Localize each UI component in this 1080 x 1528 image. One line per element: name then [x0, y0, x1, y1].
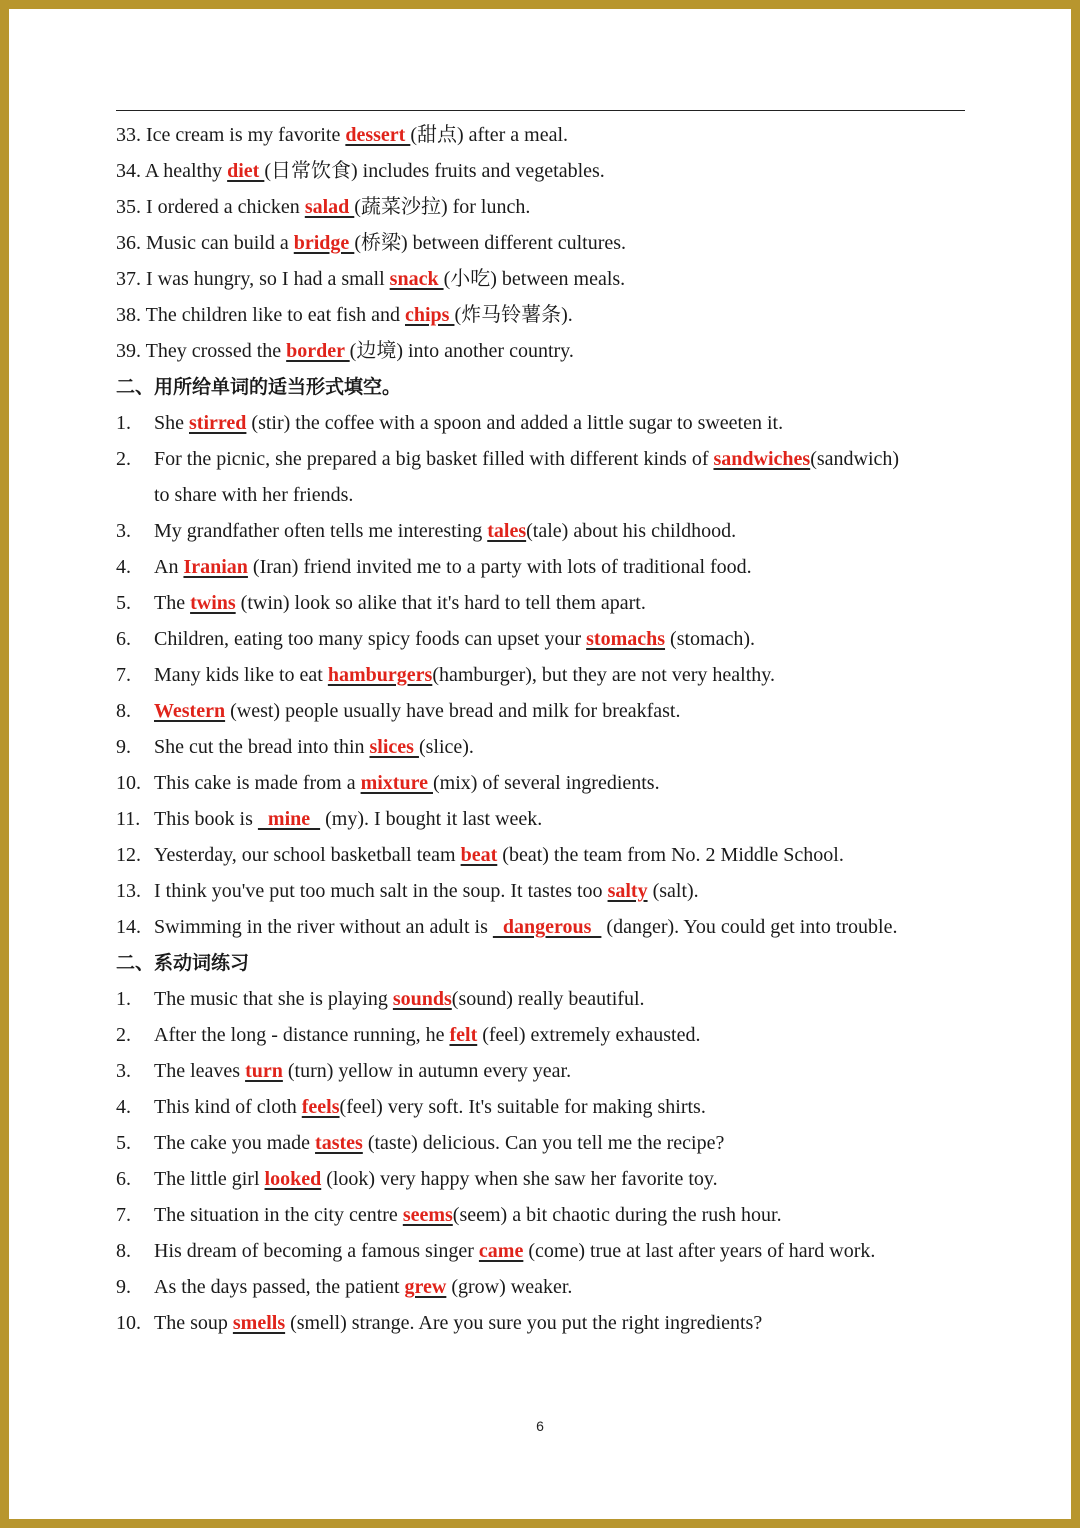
- word-form-item: [116, 729, 976, 765]
- item-text-after: (炸马铃薯条).: [454, 304, 573, 326]
- item-sentence: [154, 405, 783, 441]
- vocab-item: [116, 261, 976, 297]
- item-number: 1.: [116, 412, 131, 434]
- item-number: 11.: [116, 808, 141, 830]
- item-number: 9.: [116, 736, 131, 758]
- item-text-before: The: [154, 592, 191, 614]
- item-sentence: [154, 837, 844, 873]
- item-text-before: Ice cream is my favorite: [146, 124, 346, 146]
- worksheet-content: [116, 117, 976, 1341]
- item-text-after: (grow) weaker.: [446, 1276, 573, 1298]
- item-number: 1.: [116, 988, 131, 1010]
- word-form-item: [116, 909, 976, 945]
- item-text-before: The little girl: [154, 1168, 265, 1190]
- item-sentence: [154, 1161, 718, 1197]
- item-sentence: [154, 981, 645, 1017]
- item-sentence: [154, 1197, 782, 1233]
- item-text-after: (feel) very soft. It's suitable for making shirts.: [339, 1096, 706, 1118]
- answer-word: stirred: [189, 412, 247, 434]
- item-sentence: [154, 1089, 706, 1125]
- vocab-item: [116, 225, 976, 261]
- item-number: 5.: [116, 592, 131, 614]
- item-text-after: (salt).: [647, 880, 699, 902]
- answer-word: bridge: [293, 232, 355, 254]
- item-text-after: (日常饮食) includes fruits and vegetables.: [264, 160, 605, 182]
- vocab-item: [116, 297, 976, 333]
- item-text-before: After the long - distance running, he: [154, 1024, 450, 1046]
- item-text-after: (hamburger), but they are not very healthy.: [432, 664, 775, 686]
- item-sentence: [154, 549, 752, 585]
- item-text-after: (小吃) between meals.: [443, 268, 626, 290]
- answer-word: looked: [264, 1168, 322, 1190]
- item-number: 38.: [116, 304, 141, 326]
- item-text-after: (sandwich): [810, 448, 900, 470]
- item-sentence: [154, 909, 897, 945]
- vocab-item: [116, 153, 976, 189]
- item-sentence: [154, 1053, 571, 1089]
- item-number: 8.: [116, 1240, 131, 1262]
- item-text-after: (beat) the team from No. 2 Middle School.: [497, 844, 844, 866]
- item-number: 3.: [116, 520, 131, 542]
- item-sentence: [154, 765, 660, 801]
- item-sentence: [154, 801, 542, 837]
- item-text-after: (taste) delicious. Can you tell me the recipe?: [362, 1132, 725, 1154]
- item-text-after: (slice).: [418, 736, 474, 758]
- vocab-item: [116, 117, 976, 153]
- answer-word: Western: [154, 700, 226, 722]
- answer-word: dessert: [345, 124, 411, 146]
- item-text-before: The leaves: [154, 1060, 246, 1082]
- item-text-before: I was hungry, so I had a small: [146, 268, 390, 290]
- item-number: 10.: [116, 772, 141, 794]
- item-text-after: (twin) look so alike that it's hard to tell them apart.: [235, 592, 646, 614]
- answer-word: tastes: [315, 1132, 363, 1154]
- item-number: 6.: [116, 1168, 131, 1190]
- word-form-item: [116, 693, 976, 729]
- answer-word: diet: [227, 160, 265, 182]
- item-text-before: My grandfather often tells me interesting: [154, 520, 488, 542]
- answer-word: dangerous: [492, 916, 602, 938]
- item-sentence: [154, 693, 680, 729]
- answer-word: chips: [405, 304, 455, 326]
- item-text-after: (feel) extremely exhausted.: [477, 1024, 701, 1046]
- item-text-before: His dream of becoming a famous singer: [154, 1240, 479, 1262]
- word-forms-section: [116, 405, 976, 945]
- section-heading-linking-verbs: 二、系动词练习: [116, 952, 250, 974]
- item-text-after: (桥梁) between different cultures.: [354, 232, 627, 254]
- answer-word: mixture: [360, 772, 433, 794]
- answer-word: beat: [460, 844, 498, 866]
- item-number: 13.: [116, 880, 141, 902]
- word-form-item: [116, 765, 976, 801]
- item-text-after: (tale) about his childhood.: [526, 520, 737, 542]
- item-sentence: [154, 621, 755, 657]
- item-text-before: I think you've put too much salt in the soup. It tastes too: [154, 880, 608, 902]
- item-sentence: [154, 1305, 762, 1341]
- item-sentence: [154, 1017, 700, 1053]
- item-sentence: [154, 873, 699, 909]
- answer-word: sounds: [392, 988, 452, 1010]
- item-text-after: (smell) strange. Are you sure you put the right ingredients?: [285, 1312, 763, 1334]
- word-form-item: [116, 657, 976, 693]
- linking-verb-item: [116, 1269, 976, 1305]
- item-text-before: The children like to eat fish and: [145, 304, 405, 326]
- item-sentence: [154, 657, 775, 693]
- answer-word: slices: [369, 736, 419, 758]
- item-text-before: As the days passed, the patient: [154, 1276, 405, 1298]
- item-text-before: Swimming in the river without an adult is: [154, 916, 493, 938]
- item-number: 2.: [116, 1024, 131, 1046]
- item-text-after: (seem) a bit chaotic during the rush hour.: [452, 1204, 782, 1226]
- item-text-after: (sound) really beautiful.: [451, 988, 645, 1010]
- linking-verb-item: [116, 1053, 976, 1089]
- item-text-before: The cake you made: [154, 1132, 316, 1154]
- vocab-item: [116, 333, 976, 369]
- item-text-after: (turn) yellow in autumn every year.: [282, 1060, 572, 1082]
- item-text-before: Children, eating too many spicy foods can upset your: [154, 628, 587, 650]
- item-text-after: (Iran) friend invited me to a party with lots of traditional food.: [247, 556, 752, 578]
- word-form-item: [116, 549, 976, 585]
- linking-verb-item: [116, 1305, 976, 1341]
- item-text-after: (mix) of several ingredients.: [433, 772, 660, 794]
- item-sentence: [154, 729, 474, 765]
- item-text-before: The music that she is playing: [154, 988, 393, 1010]
- word-form-item: [116, 405, 976, 441]
- linking-verb-item: [116, 1125, 976, 1161]
- item-number: 6.: [116, 628, 131, 650]
- answer-word: came: [478, 1240, 524, 1262]
- item-text-before: This cake is made from a: [154, 772, 361, 794]
- item-number: 39.: [116, 340, 141, 362]
- item-text-after: (come) true at last after years of hard work.: [523, 1240, 876, 1262]
- section-heading-word-forms: 二、用所给单词的适当形式填空。: [116, 376, 402, 398]
- item-number: 5.: [116, 1132, 131, 1154]
- word-form-item: [116, 441, 976, 477]
- item-text-before: She: [154, 412, 189, 434]
- word-form-item: [116, 801, 976, 837]
- word-form-item: [116, 873, 976, 909]
- item-number: 7.: [116, 664, 131, 686]
- answer-word: salad: [304, 196, 355, 218]
- item-text-before: An: [154, 556, 184, 578]
- item-number: 4.: [116, 556, 131, 578]
- linking-verb-item: [116, 1089, 976, 1125]
- item-text-after: (my). I bought it last week.: [320, 808, 543, 830]
- item-text-before: This book is: [154, 808, 258, 830]
- answer-word: feels: [301, 1096, 340, 1118]
- item-text-after: (甜点) after a meal.: [410, 124, 569, 146]
- word-form-item: [116, 585, 976, 621]
- header-rule: [116, 110, 965, 111]
- item-text-after: (边境) into another country.: [349, 340, 574, 362]
- answer-word: sandwiches: [713, 448, 811, 470]
- item-number: 9.: [116, 1276, 131, 1298]
- item-text-before: The situation in the city centre: [154, 1204, 403, 1226]
- item-number: 35.: [116, 196, 141, 218]
- item-number: 37.: [116, 268, 141, 290]
- item-number: 36.: [116, 232, 141, 254]
- item-text-before: Yesterday, our school basketball team: [154, 844, 461, 866]
- vocab-item: [116, 189, 976, 225]
- page-number: 6: [536, 1418, 544, 1434]
- word-form-item: [116, 837, 976, 873]
- item-number: 4.: [116, 1096, 131, 1118]
- item-text-after: (stomach).: [665, 628, 756, 650]
- item-text-before: I ordered a chicken: [146, 196, 305, 218]
- linking-verb-item: [116, 1233, 976, 1269]
- item-text-before: For the picnic, she prepared a big basket filled with different kinds of: [154, 448, 714, 470]
- item-sentence: [154, 1269, 572, 1305]
- item-sentence: [154, 513, 736, 549]
- linking-verb-item: [116, 1197, 976, 1233]
- answer-word: smells: [232, 1312, 286, 1334]
- item-sentence: [154, 441, 899, 477]
- linking-verb-item: [116, 1161, 976, 1197]
- answer-word: snack: [389, 268, 444, 290]
- item-number: 3.: [116, 1060, 131, 1082]
- item-text-before: Many kids like to eat: [154, 664, 328, 686]
- linking-verb-item: [116, 981, 976, 1017]
- answer-word: salty: [607, 880, 648, 902]
- item-text-before: She cut the bread into thin: [154, 736, 370, 758]
- item-number: 10.: [116, 1312, 141, 1334]
- item-number: 8.: [116, 700, 131, 722]
- item-number: 7.: [116, 1204, 131, 1226]
- item-text-after: (stir) the coffee with a spoon and added a little sugar to sweeten it.: [246, 412, 784, 434]
- item-sentence: [154, 1233, 875, 1269]
- item-text-after: (danger). You could get into trouble.: [601, 916, 898, 938]
- item-number: 33.: [116, 124, 141, 146]
- item-text-after: (蔬菜沙拉) for lunch.: [354, 196, 531, 218]
- answer-word: Iranian: [183, 556, 248, 578]
- vocab-section: [116, 117, 976, 369]
- item-text-after: (west) people usually have bread and milk for breakfast.: [225, 700, 681, 722]
- answer-word: seems: [402, 1204, 453, 1226]
- answer-word: felt: [449, 1024, 478, 1046]
- answer-word: hamburgers: [327, 664, 433, 686]
- item-sentence: [154, 1125, 724, 1161]
- item-number: 34.: [116, 160, 141, 182]
- item-text-before: Music can build a: [146, 232, 294, 254]
- item-number: 12.: [116, 844, 141, 866]
- item-text-after: (look) very happy when she saw her favorite toy.: [321, 1168, 718, 1190]
- item-number: 14.: [116, 916, 141, 938]
- item-text-before: The soup: [154, 1312, 233, 1334]
- answer-word: stomachs: [586, 628, 666, 650]
- linking-verbs-section: [116, 981, 976, 1341]
- answer-word: border: [286, 340, 350, 362]
- item-text-before: They crossed the: [145, 340, 287, 362]
- answer-word: turn: [245, 1060, 283, 1082]
- answer-word: twins: [190, 592, 236, 614]
- answer-word: grew: [404, 1276, 447, 1298]
- word-form-item: [116, 513, 976, 549]
- linking-verb-item: [116, 1017, 976, 1053]
- item-continuation: to share with her friends.: [154, 484, 354, 506]
- item-number: 2.: [116, 448, 131, 470]
- answer-word: tales: [487, 520, 527, 542]
- item-text-before: This kind of cloth: [154, 1096, 302, 1118]
- item-text-before: A healthy: [144, 160, 228, 182]
- word-form-item: [116, 621, 976, 657]
- answer-word: mine: [257, 808, 321, 830]
- item-sentence: [154, 585, 646, 621]
